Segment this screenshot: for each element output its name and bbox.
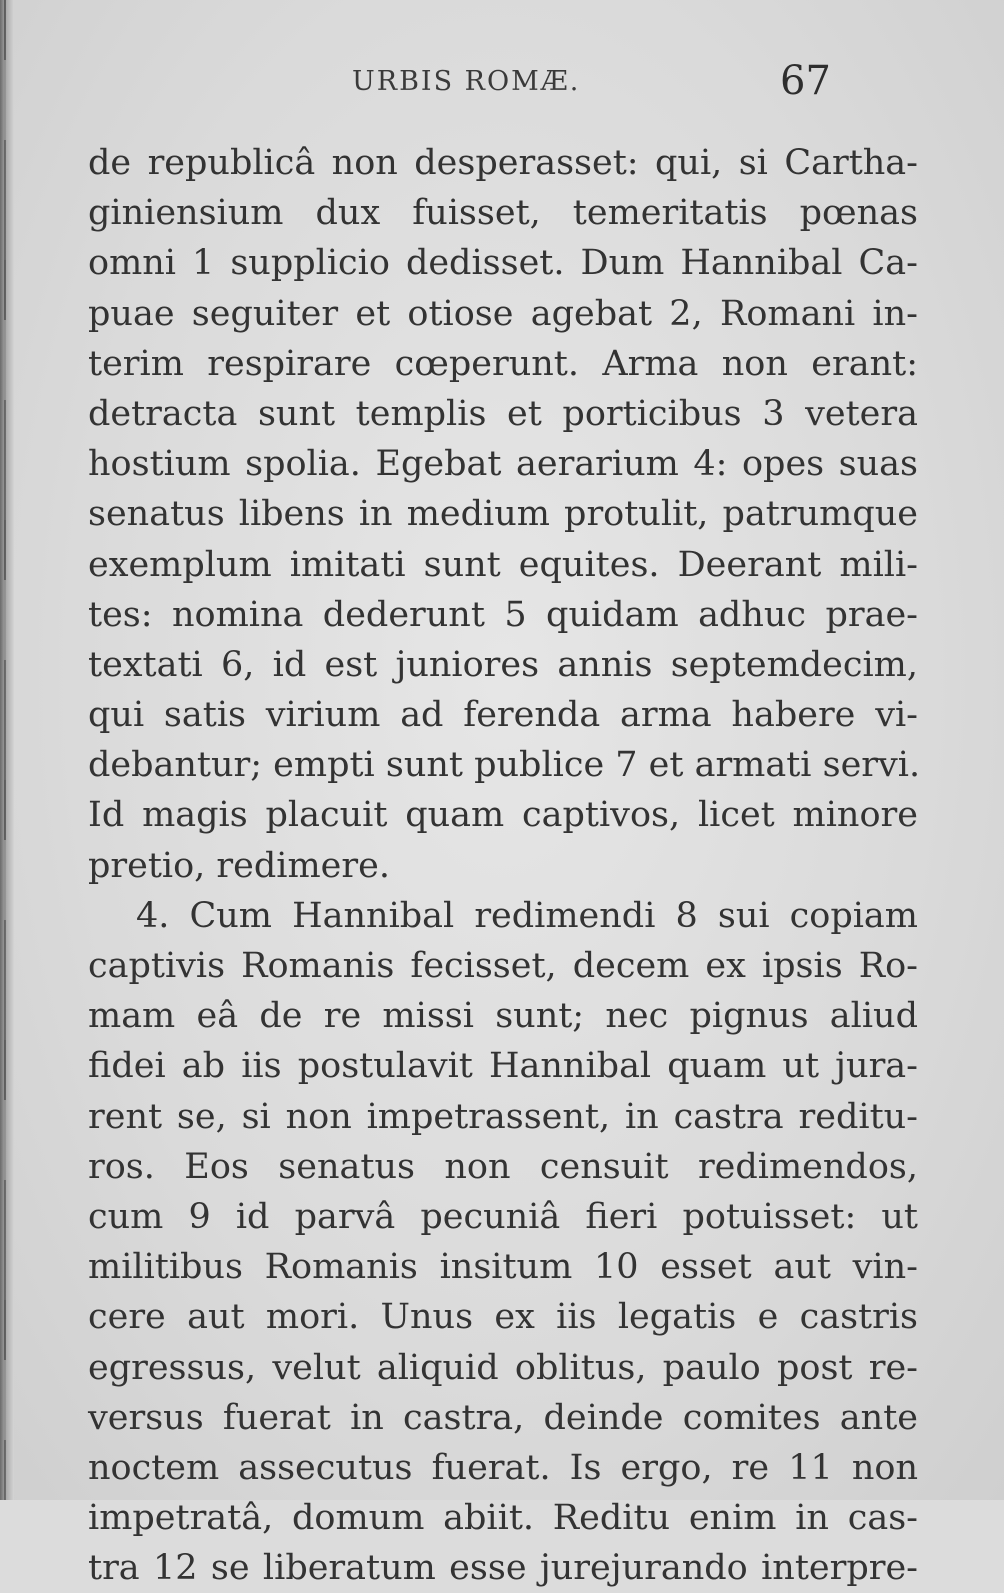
text-line: tes: nomina dederunt 5 quidam adhuc prae-	[88, 594, 918, 635]
text-line: mam eâ de re missi sunt; nec pignus aliud	[88, 996, 918, 1037]
text-line: detracta sunt templis et porticibus 3 vetera	[88, 393, 918, 434]
text-line: cum 9 id parvâ pecuniâ fieri potuisset: ut	[88, 1196, 918, 1237]
paragraph-end-line: pretio, redimere.	[88, 845, 390, 886]
text-line: egressus, velut aliquid oblitus, paulo post re-	[88, 1347, 918, 1388]
text-line: puae seguiter et otiose agebat 2, Romani in-	[88, 293, 918, 334]
text-line: tra 12 se liberatum esse jurejurando interpre-	[88, 1548, 918, 1589]
text-line: Id magis placuit quam captivos, licet minore	[88, 795, 918, 836]
page-binding-edge	[0, 0, 14, 1500]
section-start-line: 4. Cum Hannibal redimendi 8 sui copiam	[136, 895, 918, 936]
text-line: noctem assecutus fuerat. Is ergo, re 11 non	[88, 1447, 918, 1488]
text-line: qui satis virium ad ferenda arma habere vi-	[88, 695, 918, 736]
text-line: hostium spolia. Egebat aerarium 4: opes suas	[88, 444, 918, 485]
running-head: URBIS ROMÆ.	[352, 66, 581, 97]
text-line: cere aut mori. Unus ex iis legatis e castris	[88, 1297, 918, 1338]
text-line: omni 1 supplicio dedisset. Dum Hannibal Ca-	[88, 243, 918, 284]
text-line: rent se, si non impetrassent, in castra reditu-	[88, 1096, 918, 1137]
text-line: debantur; empti sunt publice 7 et armati servi.	[88, 745, 921, 786]
text-line: terim respirare cœperunt. Arma non erant:	[88, 343, 918, 384]
text-line: de republicâ non desperasset: qui, si Cartha-	[88, 143, 918, 183]
text-line: fidei ab iis postulavit Hannibal quam ut jura-	[88, 1046, 918, 1087]
text-line: impetratâ, domum abiit. Reditu enim in cas-	[88, 1498, 918, 1539]
text-line: exemplum imitati sunt equites. Deerant mili-	[88, 544, 918, 585]
body-text	[88, 138, 921, 1593]
text-line: textati 6, id est juniores annis septemdecim,	[88, 644, 918, 685]
text-line: ros. Eos senatus non censuit redimendos,	[88, 1146, 918, 1187]
text-line: militibus Romanis insitum 10 esset aut vin-	[88, 1247, 918, 1288]
text-line: versus fuerat in castra, deinde comites ante	[88, 1397, 918, 1438]
text-line: senatus libens in medium protulit, patrumque	[88, 494, 918, 535]
text-line: giniensium dux fuisset, temeritatis pœnas	[88, 193, 918, 234]
text-line: captivis Romanis fecisset, decem ex ipsis Ro-	[88, 946, 918, 986]
page-number: 67	[780, 58, 831, 104]
